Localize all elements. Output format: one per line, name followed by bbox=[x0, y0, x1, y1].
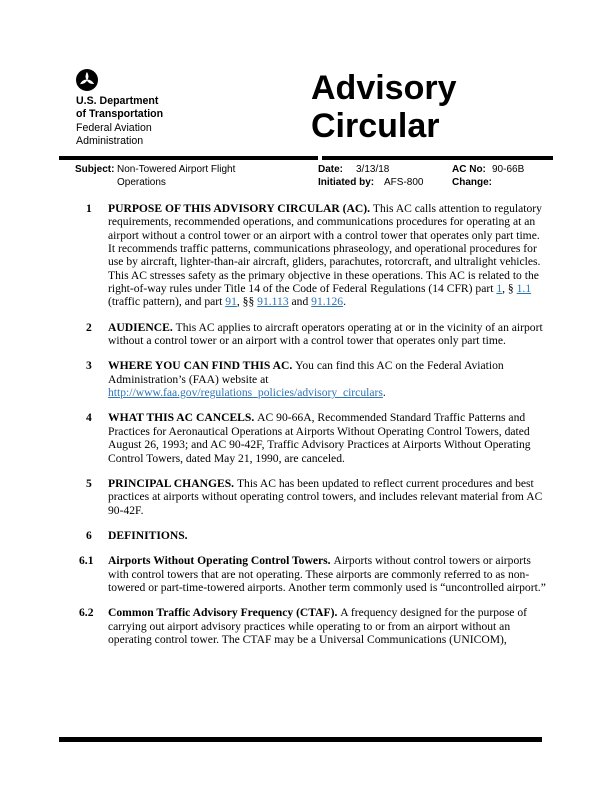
paragraph-text bbox=[108, 359, 546, 399]
paragraph-5 bbox=[59, 477, 546, 517]
text-segment: WHAT THIS AC CANCELS. bbox=[108, 411, 258, 425]
paragraph-3 bbox=[59, 359, 546, 399]
paragraph-number: 2 bbox=[86, 320, 92, 334]
hyperlink[interactable]: 91 bbox=[225, 295, 237, 309]
initiated-by-value: AFS-800 bbox=[384, 177, 424, 188]
dot-triskelion-logo-icon bbox=[76, 69, 98, 91]
hyperlink[interactable]: 91.113 bbox=[257, 295, 289, 309]
ac-no-label: AC No: bbox=[452, 164, 486, 175]
text-segment: AUDIENCE. bbox=[108, 320, 176, 334]
text-segment: Common Traffic Advisory Frequency (CTAF). bbox=[108, 606, 341, 620]
hyperlink[interactable]: http://www.faa.gov/regulations_policies/advisory_circulars bbox=[108, 386, 383, 400]
paragraph-number: 5 bbox=[86, 476, 92, 490]
ac-no-value: 90-66B bbox=[492, 164, 525, 175]
text-segment: A frequency designed for the purpose of carrying out airport advisory practices while operating to or from an airport without an operating control tower. The CTAF may be a Universal Communications (UNICOM), bbox=[108, 606, 528, 646]
paragraph-number: 6 bbox=[86, 528, 92, 542]
header-rule-right bbox=[322, 156, 553, 160]
paragraph-text bbox=[108, 606, 546, 646]
paragraph-number: 3 bbox=[86, 359, 92, 373]
hyperlink[interactable]: 1.1 bbox=[516, 282, 532, 296]
paragraph-6.2 bbox=[59, 606, 546, 646]
agency-line-1: U.S. Department bbox=[76, 95, 159, 107]
paragraph-text bbox=[108, 321, 546, 348]
paragraph-number: 1 bbox=[86, 202, 92, 215]
paragraph-text bbox=[108, 411, 546, 464]
text-segment: . bbox=[382, 386, 386, 400]
paragraph-text bbox=[108, 554, 546, 594]
subject-label: Subject: bbox=[75, 164, 115, 175]
text-segment: You can find this AC on the Federal Aviation Administration’s (FAA) website at bbox=[108, 359, 504, 386]
text-segment: (traffic pattern), and part bbox=[108, 295, 226, 309]
text-segment: DEFINITIONS. bbox=[108, 528, 188, 542]
paragraph-number: 4 bbox=[86, 411, 92, 425]
paragraph-text bbox=[108, 477, 546, 517]
text-segment: and bbox=[288, 295, 312, 309]
paragraph-4 bbox=[59, 411, 546, 464]
text-segment: PURPOSE OF THIS ADVISORY CIRCULAR (AC). bbox=[108, 202, 373, 215]
paragraph-text bbox=[108, 529, 546, 542]
text-segment: Airports without control towers or airports with control towers that are not operating. These airports are commonly referred to as non-towered or part-time-towered airports. Another term commonly used is “uncontrolled airport.” bbox=[108, 554, 546, 594]
paragraph-text bbox=[108, 202, 546, 309]
paragraph-6.1 bbox=[59, 554, 546, 594]
initiated-by-label: Initiated by: bbox=[318, 177, 375, 188]
subject-value-line-2: Operations bbox=[117, 177, 166, 188]
change-label: Change: bbox=[452, 177, 492, 188]
paragraph-6 bbox=[59, 529, 546, 542]
text-segment: AC 90-66A, Recommended Standard Traffic Patterns and Practices for Aeronautical Operations at Airports Without Operating Control Towers, dated August 26, 1993; and AC 90-42F, Traffic Advisory Practices at Airports Without Operating Control Towers, dated May 21, 1990, are canceled. bbox=[108, 411, 531, 465]
paragraph-number: 6.1 bbox=[79, 554, 94, 568]
footer-rule bbox=[59, 737, 542, 742]
agency-line-3: Federal Aviation bbox=[76, 121, 152, 134]
header-rule-left bbox=[59, 156, 318, 160]
text-segment: . bbox=[343, 295, 346, 309]
text-segment: WHERE YOU CAN FIND THIS AC. bbox=[108, 359, 296, 373]
text-segment: This AC applies to aircraft operators operating at or in the vicinity of an airport without a control tower or an airport with a control tower that operates only part time. bbox=[108, 320, 543, 348]
text-segment: Airports Without Operating Control Towers. bbox=[108, 554, 334, 568]
paragraph-1 bbox=[59, 202, 546, 309]
text-segment: PRINCIPAL CHANGES. bbox=[108, 476, 237, 490]
paragraph-2 bbox=[59, 321, 546, 348]
agency-line-2: of Transportation bbox=[76, 108, 164, 121]
hyperlink[interactable]: 91.126 bbox=[311, 295, 344, 309]
page-title bbox=[311, 69, 457, 145]
document-body bbox=[59, 202, 546, 658]
text-segment: This AC has been updated to reflect current procedures and best practices at airports without operating control towers, and includes relevant material from AC 90-42F. bbox=[108, 476, 543, 517]
page-title-line-1: Advisory bbox=[311, 69, 457, 107]
agency-name-block bbox=[76, 95, 163, 148]
date-value: 3/13/18 bbox=[356, 164, 390, 175]
date-label: Date: bbox=[318, 164, 344, 175]
agency-line-4: Administration bbox=[76, 134, 144, 147]
hyperlink[interactable]: 1 bbox=[496, 282, 503, 296]
page-title-line-2: Circular bbox=[311, 107, 440, 145]
text-segment: This AC calls attention to regulatory requirements, recommended operations, and communications procedures for operating at an airport without a control tower or an airport with a control tower that operates only part time. It recommends traffic patterns, communications phraseology, and operational procedures for use by aircraft, lighter-than-air aircraft, gliders, parachutes, rotorcraft, and ultralight vehicles. This AC stresses safety as the primary objective in these operations. This AC is related to the right-of-way rules under Title 14 of the Code of Federal Regulations (14 CFR) part bbox=[108, 202, 542, 296]
paragraph-number: 6.2 bbox=[79, 606, 94, 620]
subject-value-line-1: Non-Towered Airport Flight bbox=[117, 164, 236, 175]
text-segment: , § bbox=[502, 282, 517, 296]
text-segment: , §§ bbox=[236, 295, 258, 309]
